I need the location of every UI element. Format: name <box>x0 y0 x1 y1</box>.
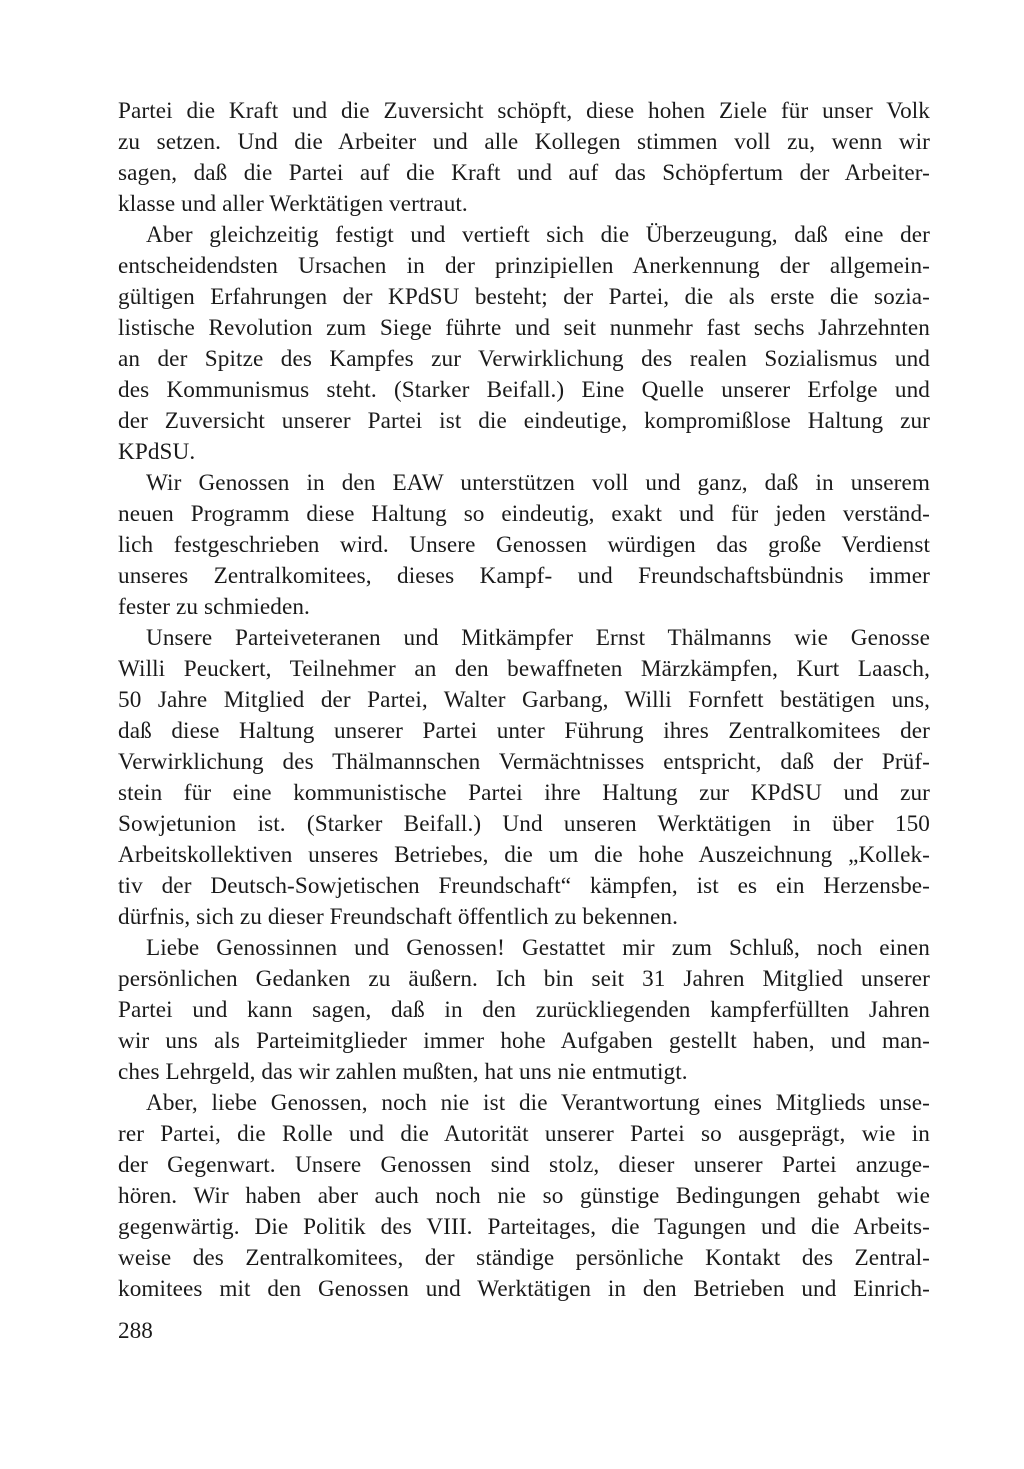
text-line: zu setzen. Und die Arbeiter und alle Kollegen stimmen voll zu, wenn wir <box>118 129 930 155</box>
paragraph <box>118 623 930 933</box>
text-line: wir uns als Parteimitglieder immer hohe Aufgaben gestellt haben, und man- <box>118 1028 930 1054</box>
text-line: Sowjetunion ist. (Starker Beifall.) Und unseren Werktätigen in über 150 <box>118 811 930 837</box>
text-line: KPdSU. <box>118 439 196 465</box>
text-line: ches Lehrgeld, das wir zahlen mußten, hat uns nie entmutigt. <box>118 1059 688 1085</box>
page-number: 288 <box>118 1318 153 1344</box>
text-line: tiv der Deutsch-Sowjetischen Freundschaft“ kämpfen, ist es ein Herzensbe- <box>118 873 930 899</box>
text-line: 50 Jahre Mitglied der Partei, Walter Garbang, Willi Fornfett bestätigen uns, <box>118 687 930 713</box>
text-line: der Gegenwart. Unsere Genossen sind stolz, dieser unserer Partei anzuge- <box>118 1152 930 1178</box>
text-line: unseres Zentralkomitees, dieses Kampf- und Freundschaftsbündnis immer <box>118 563 930 589</box>
paragraph <box>118 220 930 468</box>
paragraph <box>118 96 930 220</box>
text-line: lich festgeschrieben wird. Unsere Genossen würdigen das große Verdienst <box>118 532 930 558</box>
text-line: gegenwärtig. Die Politik des VIII. Parteitages, die Tagungen und die Arbeits- <box>118 1214 930 1240</box>
document-page <box>118 96 930 1305</box>
text-line: daß diese Haltung unserer Partei unter Führung ihres Zentralkomitees der <box>118 718 930 744</box>
text-line: Partei und kann sagen, daß in den zurückliegenden kampferfüllten Jahren <box>118 997 930 1023</box>
text-line: Liebe Genossinnen und Genossen! Gestattet mir zum Schluß, noch einen <box>146 935 930 961</box>
paragraph <box>118 468 930 623</box>
text-line: neuen Programm diese Haltung so eindeutig, exakt und für jeden verständ- <box>118 501 930 527</box>
text-line: entscheidendsten Ursachen in der prinzipiellen Anerkennung der allgemein- <box>118 253 930 279</box>
text-line: komitees mit den Genossen und Werktätigen in den Betrieben und Einrich- <box>118 1276 930 1302</box>
text-line: Unsere Parteiveteranen und Mitkämpfer Ernst Thälmanns wie Genosse <box>146 625 930 651</box>
text-line: stein für eine kommunistische Partei ihre Haltung zur KPdSU und zur <box>118 780 930 806</box>
text-line: des Kommunismus steht. (Starker Beifall.) Eine Quelle unserer Erfolge und <box>118 377 930 403</box>
text-line: Wir Genossen in den EAW unterstützen voll und ganz, daß in unserem <box>146 470 930 496</box>
text-line: weise des Zentralkomitees, der ständige persönliche Kontakt des Zentral- <box>118 1245 930 1271</box>
text-line: klasse und aller Werktätigen vertraut. <box>118 191 468 217</box>
paragraph <box>118 1088 930 1305</box>
text-line: fester zu schmieden. <box>118 594 310 620</box>
text-line: Aber gleichzeitig festigt und vertieft sich die Überzeugung, daß eine der <box>146 222 930 248</box>
paragraph <box>118 933 930 1088</box>
text-line: der Zuversicht unserer Partei ist die eindeutige, kompromißlose Haltung zur <box>118 408 930 434</box>
text-line: sagen, daß die Partei auf die Kraft und auf das Schöpfertum der Arbeiter- <box>118 160 930 186</box>
text-line: rer Partei, die Rolle und die Autorität unserer Partei so ausgeprägt, wie in <box>118 1121 930 1147</box>
text-line: persönlichen Gedanken zu äußern. Ich bin seit 31 Jahren Mitglied unserer <box>118 966 930 992</box>
text-line: Arbeitskollektiven unseres Betriebes, die um die hohe Auszeichnung „Kollek- <box>118 842 930 868</box>
text-line: an der Spitze des Kampfes zur Verwirklichung des realen Sozialismus und <box>118 346 930 372</box>
text-line: gültigen Erfahrungen der KPdSU besteht; der Partei, die als erste die sozia- <box>118 284 930 310</box>
text-line: Verwirklichung des Thälmannschen Vermächtnisses entspricht, daß der Prüf- <box>118 749 930 775</box>
text-line: dürfnis, sich zu dieser Freundschaft öffentlich zu bekennen. <box>118 904 678 930</box>
text-line: Willi Peuckert, Teilnehmer an den bewaffneten Märzkämpfen, Kurt Laasch, <box>118 656 930 682</box>
text-line: listische Revolution zum Siege führte und seit nunmehr fast sechs Jahrzehnten <box>118 315 930 341</box>
text-line: Partei die Kraft und die Zuversicht schöpft, diese hohen Ziele für unser Volk <box>118 98 930 124</box>
text-line: Aber, liebe Genossen, noch nie ist die Verantwortung eines Mitglieds unse- <box>146 1090 930 1116</box>
text-line: hören. Wir haben aber auch noch nie so günstige Bedingungen gehabt wie <box>118 1183 930 1209</box>
